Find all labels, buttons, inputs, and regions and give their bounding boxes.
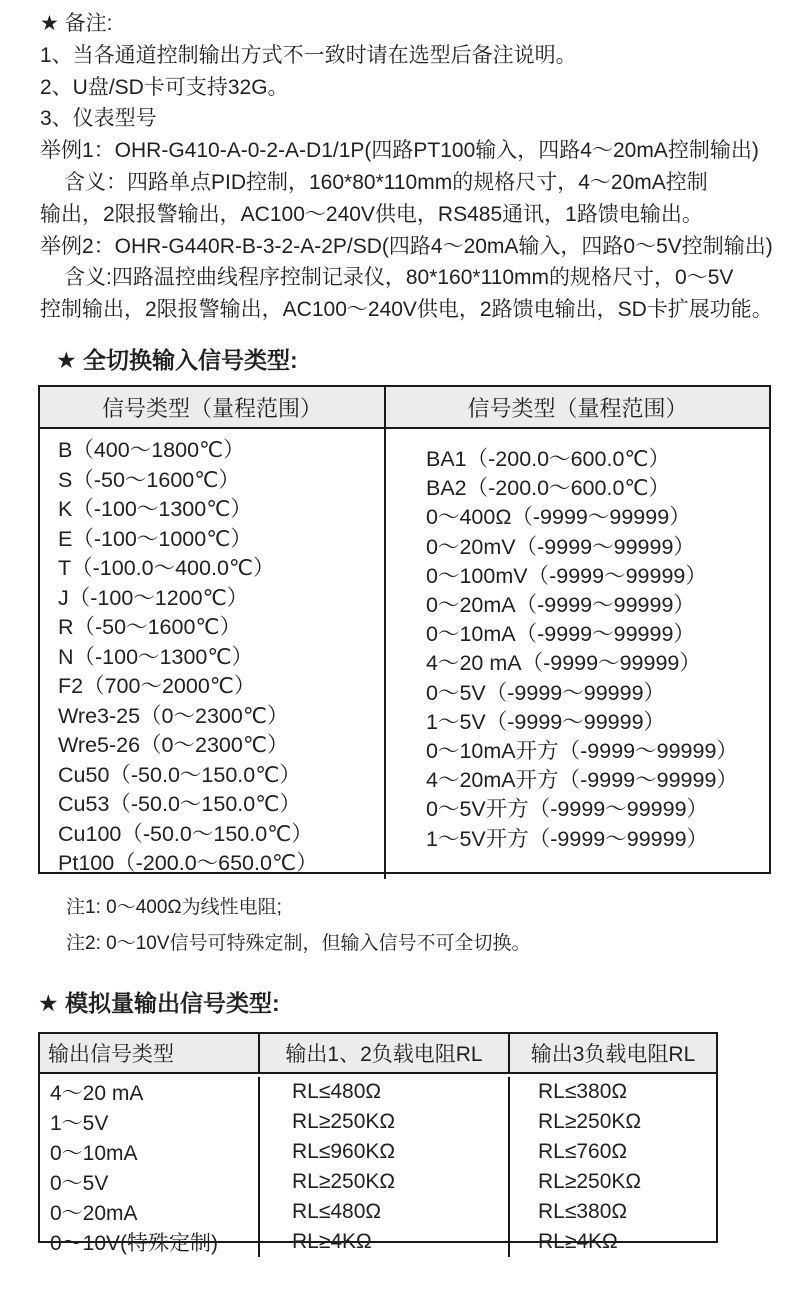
output-load-1-2-cell: RL≤480Ω bbox=[260, 1197, 510, 1227]
signal-type-entry: Cu53（-50.0～150.0℃） bbox=[58, 792, 301, 816]
signal-type-entry: Wre5-26（0～2300℃） bbox=[58, 733, 289, 757]
output-table-row bbox=[40, 1107, 716, 1137]
output-load-1-2-cell: RL≥4KΩ bbox=[260, 1227, 510, 1257]
input-table-right-column bbox=[386, 429, 769, 879]
input-table-left-column bbox=[40, 429, 386, 879]
output-load-3-cell: RL≤380Ω bbox=[538, 1080, 628, 1103]
note-line: 3、仪表型号 bbox=[40, 107, 157, 131]
signal-type-entry: 0～5V（-9999～99999） bbox=[426, 680, 666, 705]
output-signal-section-title: ★ 模拟量输出信号类型: bbox=[38, 990, 280, 1016]
signal-type-entry: R（-50～1600℃） bbox=[58, 615, 242, 639]
input-table-body bbox=[40, 429, 769, 879]
output-signal-type-cell: 0～20mA bbox=[40, 1197, 260, 1227]
output-load-3-cell: RL≤760Ω bbox=[538, 1140, 628, 1163]
output-table-row bbox=[40, 1137, 716, 1167]
output-signal-type-cell: 4～20 mA bbox=[40, 1077, 260, 1107]
input-signal-section-title: ★ 全切换输入信号类型: bbox=[56, 347, 298, 373]
signal-type-entry: Wre3-25（0～2300℃） bbox=[58, 703, 289, 728]
output-load-1-2-cell: RL≤960KΩ bbox=[260, 1137, 510, 1167]
output-load-3-cell: RL≥250KΩ bbox=[538, 1110, 642, 1133]
signal-type-entry: Cu100（-50.0～150.0℃） bbox=[58, 821, 313, 846]
input-table-header-right: 信号类型（量程范围） bbox=[467, 395, 688, 421]
output-load-1-2-cell: RL≥250KΩ bbox=[260, 1107, 510, 1137]
signal-type-entry: 0～20mV（-9999～99999） bbox=[426, 534, 695, 559]
signal-type-entry: 1～5V（-9999～99999） bbox=[426, 709, 666, 734]
signal-type-entry: S（-50～1600℃） bbox=[58, 467, 240, 492]
output-table-row bbox=[40, 1227, 716, 1257]
notes-section bbox=[40, 8, 776, 326]
output-table-header-load-1-2: 输出1、2负载电阻RL bbox=[260, 1034, 510, 1072]
signal-type-entry: 0～400Ω（-9999～99999） bbox=[426, 505, 691, 530]
signal-type-entry: Pt100（-200.0～650.0℃） bbox=[58, 851, 318, 875]
output-signal-table bbox=[38, 1032, 718, 1255]
notes-lines bbox=[40, 40, 776, 326]
signal-type-entry: 0～20mA（-9999～99999） bbox=[426, 593, 695, 618]
output-table-row bbox=[40, 1077, 716, 1107]
signal-type-entry: 1～5V开方（-9999～99999） bbox=[426, 826, 709, 851]
output-load-3-cell: RL≤380Ω bbox=[538, 1200, 628, 1223]
signal-type-entry: F2（700～2000℃） bbox=[58, 674, 256, 698]
output-signal-type-cell: 0～10mA bbox=[40, 1137, 260, 1167]
input-signal-table bbox=[38, 385, 771, 874]
output-table-header-signal-type: 输出信号类型 bbox=[40, 1034, 260, 1072]
output-signal-type-cell: 1～5V bbox=[40, 1107, 260, 1137]
input-table-note-1: 注1: 0～400Ω为线性电阻; bbox=[66, 897, 282, 918]
output-table-row bbox=[40, 1197, 716, 1227]
output-load-1-2-cell: RL≤480Ω bbox=[260, 1077, 510, 1107]
note-line: 1、当各通道控制输出方式不一致时请在选型后备注说明。 bbox=[40, 43, 577, 67]
signal-type-entry: T（-100.0～400.0℃） bbox=[58, 556, 275, 580]
signal-type-entry: 0～10mA开方（-9999～99999） bbox=[426, 739, 738, 764]
note-line: 举例2：OHR-G440R-B-3-2-A-2P/SD(四路4～20mA输入，四路0～5V控制输出) bbox=[40, 234, 773, 258]
signal-type-entry: E（-100～1000℃） bbox=[58, 526, 252, 551]
output-table-header-load-3: 输出3负载电阻RL bbox=[530, 1043, 696, 1066]
signal-type-entry: 0～5V开方（-9999～99999） bbox=[426, 797, 709, 822]
signal-type-entry: J（-100～1200℃） bbox=[58, 585, 249, 610]
output-table-body bbox=[40, 1074, 716, 1257]
output-load-3-cell: RL≥4KΩ bbox=[538, 1230, 618, 1253]
signal-type-entry: BA1（-200.0～600.0℃） bbox=[426, 447, 671, 471]
signal-type-entry: 4～20mA开方（-9999～99999） bbox=[426, 768, 738, 793]
notes-title: ★ 备注: bbox=[40, 12, 113, 35]
note-line: 输出，2限报警输出，AC100～240V供电，RS485通讯，1路馈电输出。 bbox=[40, 202, 703, 226]
output-signal-type-cell: 0～10V(特殊定制) bbox=[40, 1227, 260, 1257]
signal-type-entry: B（400～1800℃） bbox=[58, 438, 245, 462]
signal-type-entry: K（-100～1300℃） bbox=[58, 497, 252, 521]
output-signal-type-cell: 0～5V bbox=[40, 1167, 260, 1197]
note-line: 2、U盘/SD卡可支持32G。 bbox=[40, 75, 289, 99]
note-line: 含义:四路温控曲线程序控制记录仪，80*160*110mm的规格尺寸，0～5V bbox=[64, 266, 734, 290]
note-line: 含义：四路单点PID控制，160*80*110mm的规格尺寸，4～20mA控制 bbox=[64, 170, 708, 194]
signal-type-entry: N（-100～1300℃） bbox=[58, 644, 254, 669]
signal-type-entry: Cu50（-50.0～150.0℃） bbox=[58, 762, 301, 787]
output-table-header-row bbox=[40, 1034, 716, 1074]
input-table-note-2: 注2: 0～10V信号可特殊定制，但输入信号不可全切换。 bbox=[66, 933, 531, 954]
output-table-row bbox=[40, 1167, 716, 1197]
note-line: 控制输出，2限报警输出，AC100～240V供电，2路馈电输出，SD卡扩展功能。 bbox=[40, 298, 773, 322]
signal-type-entry: BA2（-200.0～600.0℃） bbox=[426, 476, 671, 501]
signal-type-entry: 4～20 mA（-9999～99999） bbox=[426, 651, 701, 676]
input-table-header-row bbox=[40, 387, 769, 429]
output-load-3-cell: RL≥250KΩ bbox=[538, 1170, 642, 1193]
input-table-header-left: 信号类型（量程范围） bbox=[40, 387, 386, 427]
note-line: 举例1：OHR-G410-A-0-2-A-D1/1P(四路PT100输入，四路4～20mA控制输出) bbox=[40, 139, 759, 163]
output-load-1-2-cell: RL≥250KΩ bbox=[260, 1167, 510, 1197]
signal-type-entry: 0～10mA（-9999～99999） bbox=[426, 622, 695, 647]
signal-type-entry: 0～100mV（-9999～99999） bbox=[426, 563, 707, 588]
